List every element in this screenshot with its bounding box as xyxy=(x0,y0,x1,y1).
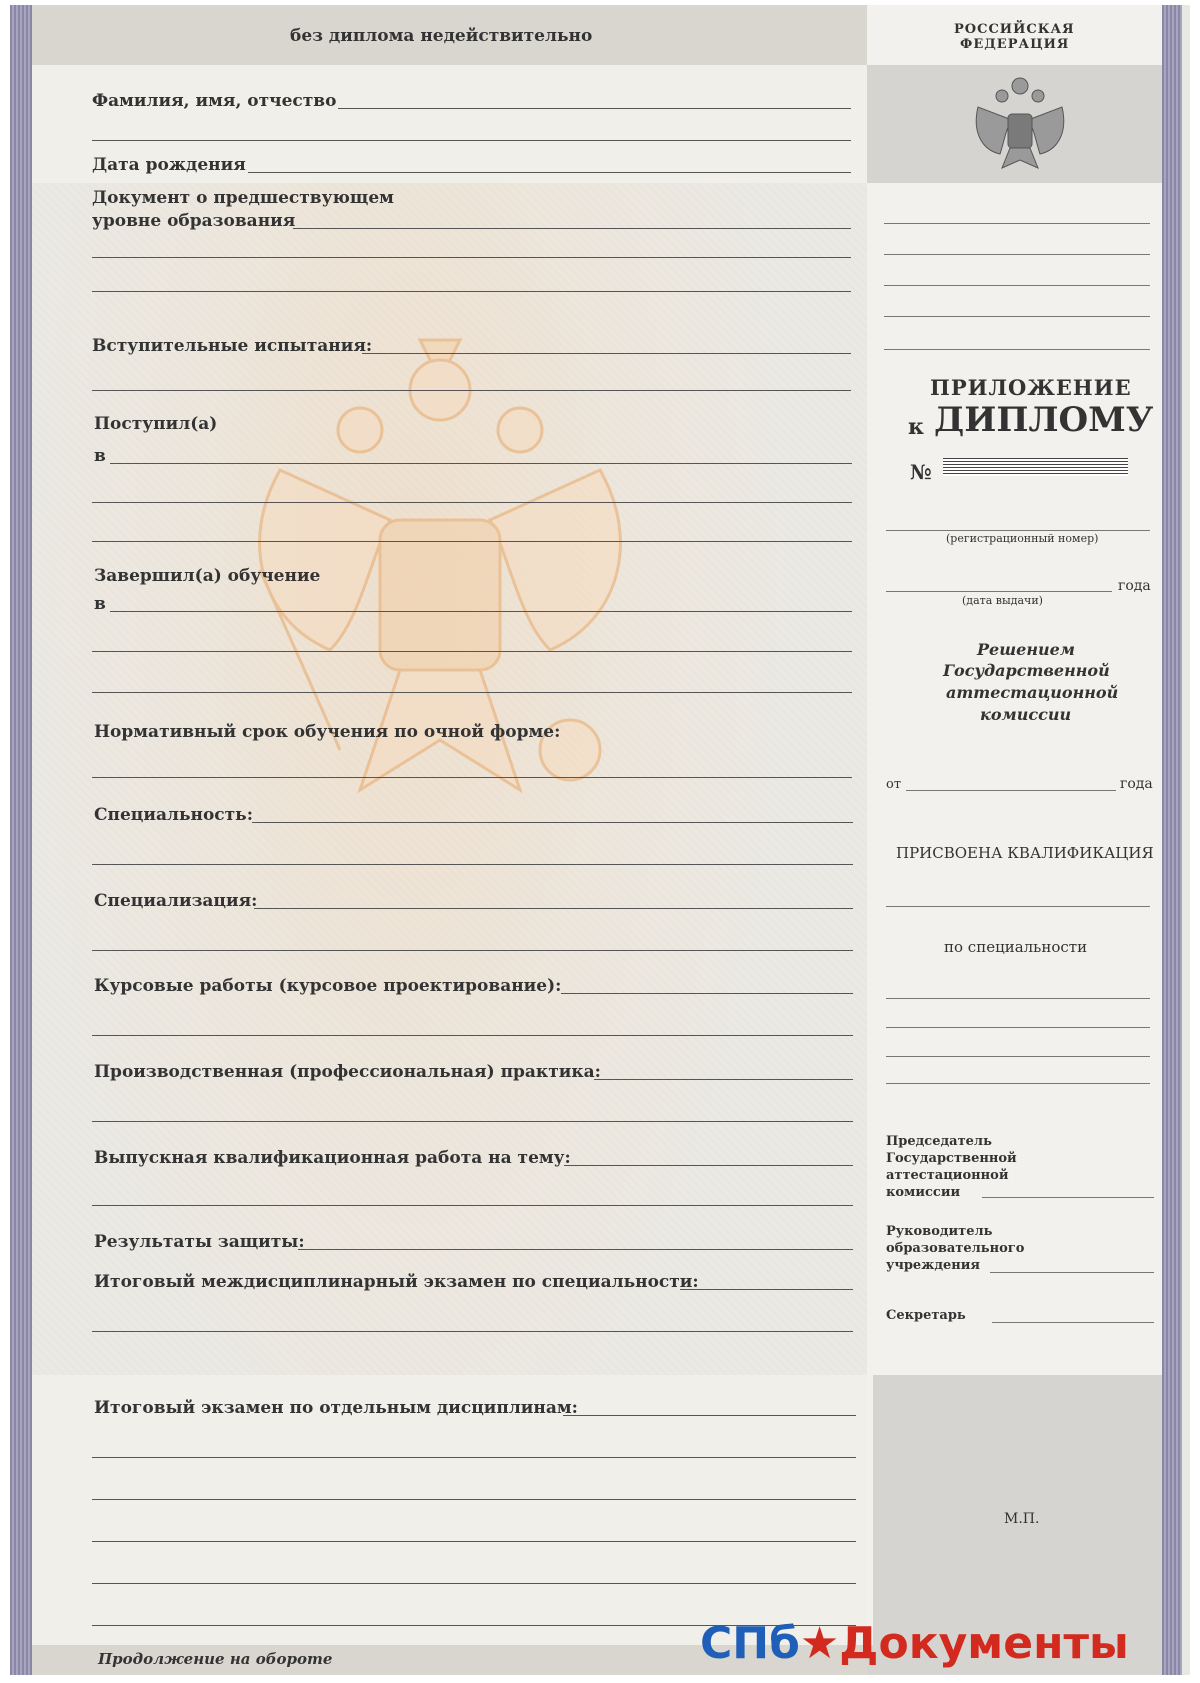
defense-results-label: Результаты защиты: xyxy=(94,1232,305,1252)
head-label-1: Руководитель xyxy=(886,1224,993,1239)
issue-date-caption: (дата выдачи) xyxy=(962,594,1043,607)
defense-results-line xyxy=(298,1249,853,1250)
brand-part-1: СПб xyxy=(700,1618,800,1669)
birth-date-label: Дата рождения xyxy=(92,155,246,175)
appendix-title-k: к xyxy=(908,414,924,440)
enrolled-in-label: в xyxy=(94,446,106,466)
separate-exams-line xyxy=(563,1415,856,1416)
number-sign: № xyxy=(910,460,932,484)
reg-number-caption: (регистрационный номер) xyxy=(946,532,1099,545)
separate-exams-label: Итоговый экзамен по отдельным дисциплинам: xyxy=(94,1398,578,1418)
enrolled-line-3 xyxy=(92,541,852,542)
full-name-line-2 xyxy=(92,140,851,141)
appendix-title-diploma: ДИПЛОМУ xyxy=(934,400,1154,440)
study-term-label: Нормативный срок обучения по очной форме: xyxy=(94,722,561,742)
decision-line-3: аттестационной xyxy=(946,683,1119,702)
side-line-3 xyxy=(884,285,1150,286)
separate-exams-line-2 xyxy=(92,1457,856,1458)
separate-exams-line-3 xyxy=(92,1499,856,1500)
practice-label: Производственная (профессиональная) практика: xyxy=(94,1062,601,1082)
country-name-line2: ФЕДЕРАЦИЯ xyxy=(960,37,1070,52)
specialization-label: Специализация: xyxy=(94,891,258,911)
side-line-4 xyxy=(884,316,1150,317)
chairman-label-2: Государственной xyxy=(886,1151,1017,1166)
prev-doc-label-1: Документ о предшествующем xyxy=(92,188,394,208)
finished-line-2 xyxy=(92,651,852,652)
finished-label: Завершил(а) обучение xyxy=(94,566,321,586)
full-name-line xyxy=(338,108,851,109)
coursework-line-2 xyxy=(92,1035,853,1036)
thesis-line-2 xyxy=(92,1205,853,1206)
thesis-line xyxy=(564,1165,853,1166)
reg-number-line xyxy=(886,530,1150,531)
decision-date-line xyxy=(906,790,1116,791)
specialty-side-line-1 xyxy=(886,998,1150,999)
finished-in-label: в xyxy=(94,594,106,614)
enrolled-line xyxy=(110,463,852,464)
decision-line-1: Решением xyxy=(977,640,1076,659)
chairman-label-3: аттестационной xyxy=(886,1168,1009,1183)
qualification-title: ПРИСВОЕНА КВАЛИФИКАЦИЯ xyxy=(896,844,1154,862)
entrance-exams-label: Вступительные испытания: xyxy=(92,336,373,356)
final-exam-label: Итоговый междисциплинарный экзамен по специальности: xyxy=(94,1272,699,1292)
thesis-label: Выпускная квалификационная работа на тему: xyxy=(94,1148,571,1168)
final-exam-line-2 xyxy=(92,1331,853,1332)
specialty-line-2 xyxy=(92,864,853,865)
brand-logo xyxy=(700,1618,1129,1669)
practice-line xyxy=(594,1079,853,1080)
decision-from-word: от xyxy=(886,777,902,792)
secretary-signature-line xyxy=(992,1322,1154,1323)
issue-date-line xyxy=(886,591,1112,592)
separate-exams-line-5 xyxy=(92,1583,856,1584)
country-name-line1: РОССИЙСКАЯ xyxy=(954,22,1075,37)
enrolled-label: Поступил(а) xyxy=(94,414,218,434)
side-line-2 xyxy=(884,254,1150,255)
specialty-label: Специальность: xyxy=(94,805,253,825)
study-term-line xyxy=(92,777,852,778)
final-exam-line xyxy=(680,1289,853,1290)
head-label-2: образовательного xyxy=(886,1241,1025,1256)
finished-line-3 xyxy=(92,692,852,693)
prev-doc-label-2: уровне образования xyxy=(92,211,296,231)
birth-date-line xyxy=(248,172,851,173)
chairman-signature-line xyxy=(982,1197,1154,1198)
chairman-label-4: комиссии xyxy=(886,1185,961,1200)
separate-exams-line-4 xyxy=(92,1541,856,1542)
specialization-line-2 xyxy=(92,950,853,951)
stamp-place-label: М.П. xyxy=(1004,1511,1040,1527)
coursework-line xyxy=(561,993,853,994)
specialty-side-line-4 xyxy=(886,1083,1150,1084)
chairman-label-1: Председатель xyxy=(886,1134,992,1149)
qualification-line xyxy=(886,906,1150,907)
specialty-side-line-2 xyxy=(886,1027,1150,1028)
specialty-line xyxy=(252,822,853,823)
decision-line-4: комиссии xyxy=(980,705,1072,724)
right-guilloche-border xyxy=(1162,5,1182,1675)
practice-line-2 xyxy=(92,1121,853,1122)
decision-year-word: года xyxy=(1120,776,1153,792)
finished-line xyxy=(110,611,852,612)
star-icon: ★ xyxy=(799,1618,840,1669)
entrance-exams-line xyxy=(362,353,851,354)
full-name-label: Фамилия, имя, отчество xyxy=(92,91,337,111)
head-label-3: учреждения xyxy=(886,1258,981,1273)
brand-part-2: Документы xyxy=(839,1618,1129,1669)
head-signature-line xyxy=(990,1272,1154,1273)
continuation-note: Продолжение на обороте xyxy=(98,1650,333,1668)
secretary-label: Секретарь xyxy=(886,1308,966,1323)
by-specialty-label: по специальности xyxy=(944,938,1088,956)
specialty-side-line-3 xyxy=(886,1056,1150,1057)
side-line-5 xyxy=(884,349,1150,350)
enrolled-line-2 xyxy=(92,502,852,503)
entrance-exams-line-2 xyxy=(92,390,851,391)
state-emblem-icon xyxy=(970,72,1070,172)
header-notice: без диплома недействительно xyxy=(290,26,593,46)
prev-doc-line-3 xyxy=(92,291,851,292)
serial-number-strip xyxy=(943,458,1128,476)
prev-doc-line xyxy=(293,228,851,229)
coursework-label: Курсовые работы (курсовое проектирование): xyxy=(94,976,562,996)
left-guilloche-border xyxy=(10,5,32,1675)
prev-doc-line-2 xyxy=(92,257,851,258)
stamp-box xyxy=(873,1375,1162,1645)
decision-line-2: Государственной xyxy=(943,661,1110,680)
specialization-line xyxy=(254,908,853,909)
side-line-1 xyxy=(884,223,1150,224)
issue-year-word: года xyxy=(1118,578,1151,594)
appendix-title: ПРИЛОЖЕНИЕ xyxy=(930,375,1132,400)
